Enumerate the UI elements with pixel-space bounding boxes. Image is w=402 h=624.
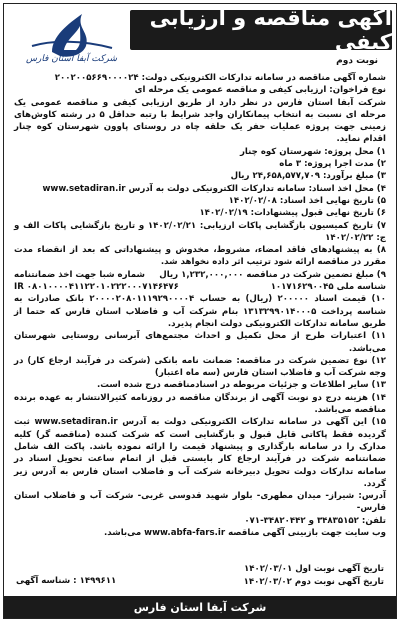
item-duration: ۲) مدت اجرا پروژه: ۳ ماه [279, 159, 386, 170]
item-ad-cost: ۱۴) هزینه درج دو نوبت آگهی از برندگان مناقصه در روزنامه کثیرالانتشار به عهده برنده مناقصه می‌باشد. [14, 392, 386, 416]
item-bids-deadline: ۶) تاریخ نهایی قبول پیشنهادات: ۱۴۰۲/۰۲/۱۹ [199, 208, 386, 219]
item-other-info: ۱۳) سایر اطلاعات و جزئیات مربوطه در اسنادمناقصه درج شده است. [96, 380, 386, 391]
item-guarantee-amount: ۹) مبلغ تضمین شرکت در مناقصه ۱,۲۳۲,۰۰۰,۰۰۰ ریال [159, 269, 386, 280]
address: آدرس: شیراز- میدان مطهری- بلوار شهید قدوسی غربی- شرکت آب و فاضلاب استان فارس- [14, 491, 386, 514]
item-credits: ۱۱) اعتبارات طرح از محل تکمیل و احداث مجتمع‌های آبرسانی روستایی شهرستان می‌باشد. [14, 331, 386, 354]
ad-title: آگهی مناقصه و ارزیابی کیفی [130, 10, 392, 50]
footer-bar: شرکت آبفا استان فارس [4, 596, 396, 618]
item-opening-dates: ۷) تاریخ کمیسیون بازگشایی پاکات ارزیابی: ۱۴۰۲/۰۲/۲۱ و تاریخ بازگشایی پاکات الف و ج: ۱۴۰۲/۰۲/۲۲ [14, 220, 387, 243]
item-sheba-label: شماره شبا جهت اخذ ضمانتنامه [14, 269, 145, 280]
call-type: نوع فراخوان: ارزیابی کیفی و مناقصه عمومی یک مرحله ای [134, 85, 386, 96]
ad-id: ۱۴۹۹۶۱۱ : شناسه آگهی [16, 576, 117, 586]
item-doc-price: ۱۰) قیمت اسناد ۲۰۰۰۰۰ (ریال) به حساب ۲۰۰۰۰۲۰۸۰۱۱۱۹۲۹۰۰۰۰۴ بانک صادرات به شناسه پرداخت ۱۳۱۳۲۹۹۰۱۴۰۰۰۵ بنام شرکت آب و فاضلاب استان فارس که حتما از طریق سامانه تدارکات الکترونیکی دولت انجام پذیرد. [14, 294, 386, 329]
header [4, 4, 396, 76]
item-estimate: ۳) مبلغ برآورد: ۲۴,۶۵۸,۵۷۷,۷۰۹ ریال [230, 171, 386, 182]
item-docs-deadline: ۵) تاریخ نهایی اخذ اسناد: ۱۴۰۲/۰۲/۰۸ [228, 195, 386, 206]
item-setad-note: ۱۵) این آگهی در سامانه تدارکات الکترونیکی دولت به آدرس www.setadiran.ir ثبت گردیده فقط پاکاتی قابل قبول و بازگشایی است که شرکت کننده (مناقصه گر) کلیه مدارک را در سامانه بارگذاری و پیشنهاد قیمت را ارائه نموده باشد. پاکت الف شامل ضمانتنامه شرکت در فرآیند ارجاع کار بایستی قبل از اتمام ساعت تحویل اسناد در سامانه تدارکات دولت تحویل دبیرخانه شرکت آب و فاضلاب استان فارس به آدرس زیر گردد. [14, 417, 386, 489]
item-guarantee-row [14, 269, 386, 281]
tender-number: شماره آگهی مناقصه در سامانه تدارکات الکترونیکی دولت: ۲۰۰۲۰۰۵۶۶۹۰۰۰۰۲۴ [54, 73, 386, 83]
second-publish-date: تاریخ آگهی نوبت دوم ۱۴۰۲/۰۳/۰۲ [243, 577, 384, 587]
item-docs-place: ۴) محل اخذ اسناد: سامانه تدارکات الکترونیکی دولت به آدرس www.setadiran.ir [42, 183, 386, 194]
national-id: شناسه ملی ۱۰۱۷۱۶۲۹۰۰۴۵ [270, 282, 386, 293]
item-location: ۱) محل پروژه: شهرستان کوه چنار [239, 146, 386, 157]
publish-dates [244, 563, 384, 589]
first-publish-date: تاریخ آگهی نوبت اول ۱۴۰۲/۰۳/۰۱ [243, 564, 384, 574]
item-sheba-row [14, 281, 386, 293]
website: وب سایت جهت بازبینی آگهی مناقصه www.abfa-fars.ir می‌باشد. [104, 527, 386, 538]
stage-tag: نوبت دوم [336, 56, 378, 66]
sheba-number: IR ۰۸۰۱۰۰۰۰۴۱۱۲۲۰۱۰۲۲۲۰۰۰۷۱۴۶۴۷۶ [14, 282, 179, 293]
item-guarantee-type: ۱۲) نوع تضمین شرکت در مناقصه: ضمانت نامه بانکی (شرکت در فرآیند ارجاع کار) در وجه شرکت آب و فاضلاب استان فارس (سه ماه اعتبار) [14, 355, 386, 379]
ad-body [14, 72, 386, 539]
logo-text: شرکت آبفا استان فارس [26, 54, 117, 64]
item-invalid-bids: ۸) به پیشنهادهای فاقد امضاء، مشروط، مخدوش و پیشنهاداتی که بعد از انقضاء مدت مقرر در مناقصه ارائه شود ترتیب اثر داده نخواهد شد. [14, 245, 386, 268]
ad-frame [3, 3, 397, 619]
phone: تلفن: ۳۴۸۳۵۱۵۲ و ۳۴۸۲۰۴۴۲-۰۷۱ [244, 515, 386, 526]
intro-paragraph: شرکت آبفا استان فارس در نظر دارد از طریق ارزیابی کیفی و مناقصه عمومی یک مرحله ای نسبت به انتخاب پیمانکاران واجد شرایط با رتبه حداقل ۵ در رشته کاوش‌های زمینی جهت پروژه عملیات حفر یک حلقه چاه در روستای پاوون شهرستان کوه چنار اقدام نماید. [14, 97, 387, 145]
